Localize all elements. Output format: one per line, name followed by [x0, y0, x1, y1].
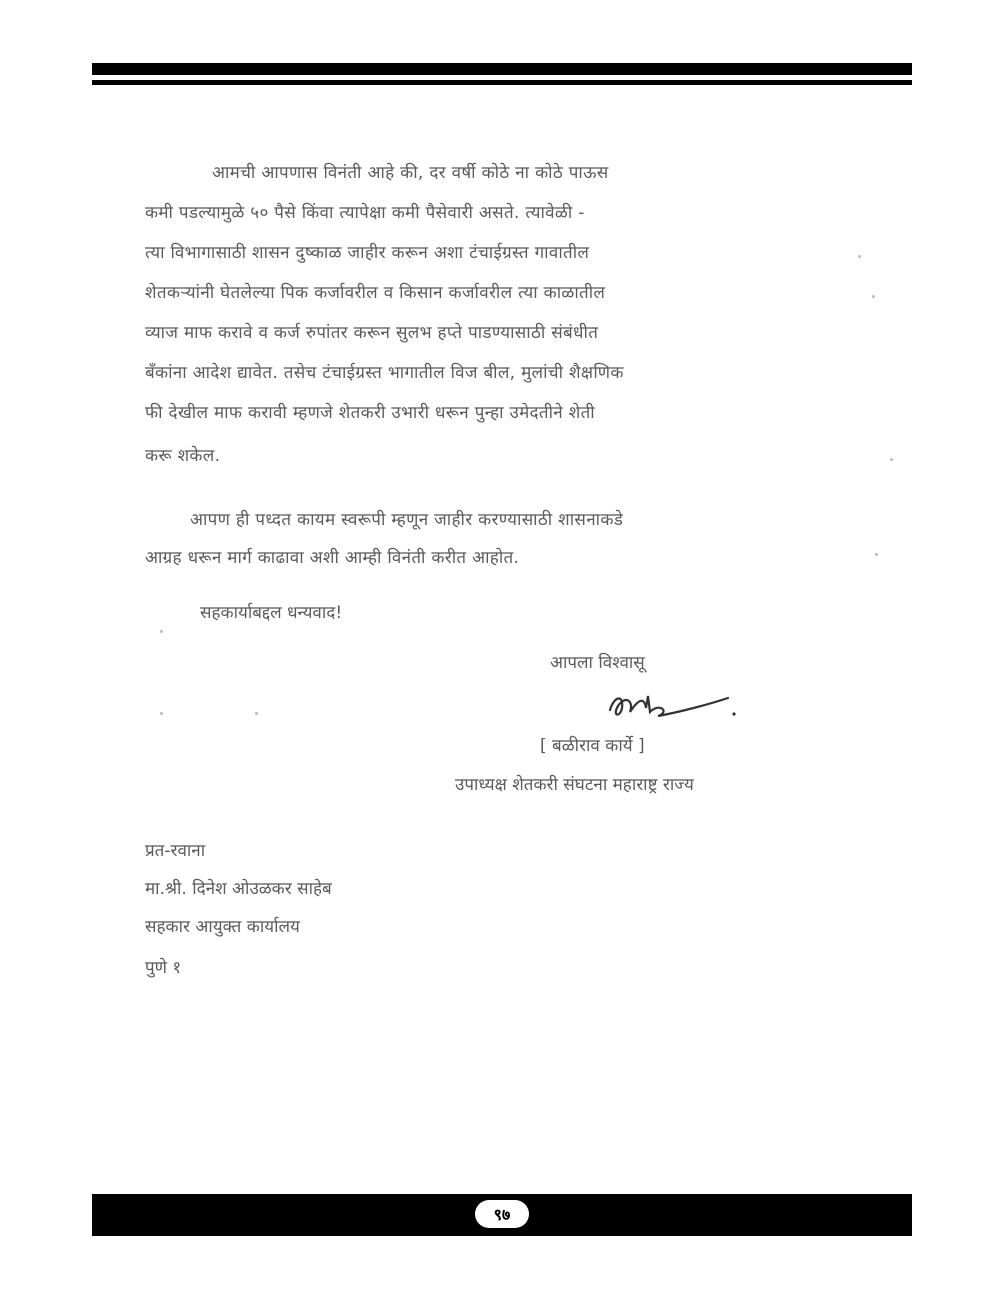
paragraph1-line-1: आमची आपणास विनंती आहे की, दर वर्षी कोठे ना कोठे पाऊस — [212, 163, 609, 183]
paragraph1-line-6: बँकांना आदेश द्यावेत. तसेच टंचाईग्रस्त भागातील विज बील, मुलांची शैक्षणिक — [145, 363, 624, 383]
scan-speck — [858, 255, 861, 258]
copy-to-recipient: मा.श्री. दिनेश ओउळकर साहेब — [145, 879, 332, 899]
scan-speck — [255, 712, 258, 715]
paragraph2-line-2: आग्रह धरून मार्ग काढावा अशी आम्ही विनंती करीत आहोत. — [145, 548, 520, 568]
scan-speck — [160, 712, 163, 715]
header-rule-thin — [92, 80, 912, 85]
copy-to-heading: प्रत-रवाना — [145, 841, 206, 861]
copy-to-city: पुणे १ — [145, 958, 182, 978]
letter-body — [145, 160, 865, 480]
closing-line: आपला विश्वासू — [550, 653, 645, 673]
paragraph1-line-7: फी देखील माफ करावी म्हणजे शेतकरी उभारी धरून पुन्हा उमेदतीने शेती — [145, 403, 595, 423]
paragraph1-line-2: कमी पडल्यामुळे ५० पैसे किंवा त्यापेक्षा कमी पैसेवारी असते. त्यावेळी - — [145, 203, 585, 223]
letter-paragraph-2 — [145, 507, 865, 587]
signatory-title: उपाध्यक्ष शेतकरी संघटना महाराष्ट्र राज्य — [455, 775, 694, 795]
thanks-line: सहकार्याबद्दल धन्यवाद! — [200, 603, 343, 623]
paragraph1-line-3: त्या विभागासाठी शासन दुष्काळ जाहीर करून अशा टंचाईग्रस्त गावातील — [145, 243, 590, 263]
copy-to-office: सहकार आयुक्त कार्यालय — [145, 917, 300, 937]
signature-image — [600, 682, 750, 732]
header-rule-thick — [92, 63, 912, 75]
paragraph1-line-5: व्याज माफ करावे व कर्ज रुपांतर करून सुलभ हप्ते पाडण्यासाठी संबंधीत — [145, 323, 599, 343]
signatory-name: [ बळीराव कार्ये ] — [540, 736, 645, 756]
paragraph2-line-1: आपण ही पध्दत कायम स्वरूपी म्हणून जाहीर करण्यासाठी शासनाकडे — [190, 510, 624, 530]
page-number: ९७ — [475, 1200, 529, 1228]
scan-speck — [890, 458, 893, 461]
scan-speck — [875, 553, 878, 556]
paragraph1-line-4: शेतकऱ्यांनी घेतलेल्या पिक कर्जावरील व किसान कर्जावरील त्या काळातील — [145, 283, 606, 303]
scan-speck — [160, 630, 163, 633]
paragraph1-line-8: करू शकेल. — [145, 446, 221, 466]
scan-speck — [872, 295, 875, 298]
